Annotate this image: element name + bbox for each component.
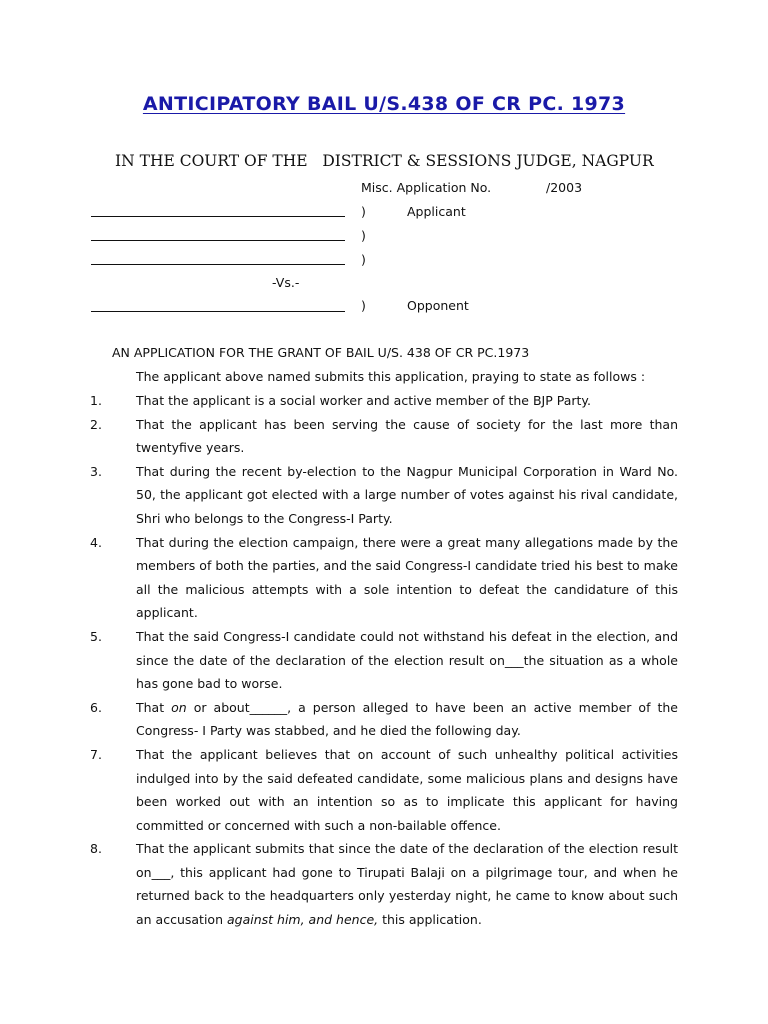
paragraph-text: That during the recent by-election to the Nagpur Municipal Corporation in Ward No. 50, the applicant got elected with a large number of votes against his rival candidate, Shri who belongs to the Congress-I Party.	[136, 463, 678, 526]
applicant-name-line-1	[91, 216, 345, 217]
bracket-3: )	[361, 252, 366, 267]
paragraph-3	[90, 460, 680, 531]
preamble: The applicant above named submits this application, praying to state as follows :	[136, 369, 646, 384]
applicant-name-line-2	[91, 240, 345, 241]
paragraph-number: 1.	[90, 393, 102, 408]
paragraph-4	[90, 531, 680, 625]
paragraph-2	[90, 413, 680, 460]
paragraph-text-part: or about______, a person alleged to have been an active member of the Congress- I Party was stabbed, and he died the following day.	[136, 699, 679, 739]
applicant-name-line-3	[91, 264, 345, 265]
paragraph-5	[90, 625, 680, 696]
paragraph-1	[90, 389, 680, 413]
document-title: ANTICIPATORY BAIL U/S.438 OF CR PC. 1973	[142, 93, 626, 115]
paragraph-8	[90, 837, 680, 931]
paragraph-text: That the applicant is a social worker and active member of the BJP Party.	[136, 393, 591, 408]
paragraph-number: 5.	[90, 628, 102, 644]
applicant-label: Applicant	[407, 204, 466, 219]
paragraph-text-part: That the applicant submits that since the date of the declaration of the election result on___, this applicant had gone to Tirupati Balaji on a pilgrimage tour, and when he returned back to the headquarters only yesterday night, he came to know about such an accusation	[136, 841, 678, 928]
bracket-2: )	[361, 228, 366, 243]
paragraph-number: 6.	[90, 699, 102, 715]
paragraph-6	[90, 696, 680, 743]
paragraph-text: That the said Congress-I candidate could not withstand his defeat in the election, and since the date of the declaration of the election result on___the situation as a whole has gone bad to worse.	[136, 628, 678, 692]
application-heading: AN APPLICATION FOR THE GRANT OF BAIL U/S. 438 OF CR PC.1973	[112, 345, 530, 360]
paragraph-text: That during the election campaign, there were a great many allegations made by the members of both the parties, and the said Congress-I candidate tried his best to make all the malicious attempts with a sole intention to defeat the candidature of this applicant.	[136, 534, 678, 621]
paragraph-text-italic: on	[171, 699, 187, 715]
opponent-label: Opponent	[407, 298, 469, 313]
paragraph-text: That the applicant has been serving the cause of society for the last more than twentyfive years.	[136, 416, 678, 456]
opponent-name-line	[91, 311, 345, 312]
paragraph-text-part: this application.	[378, 912, 482, 928]
paragraph-7	[90, 743, 680, 837]
paragraph-text-part: That	[136, 699, 172, 715]
misc-application-year: /2003	[546, 180, 583, 195]
paragraph-number: 8.	[90, 841, 102, 857]
court-heading: IN THE COURT OF THE DISTRICT & SESSIONS JUDGE, NAGPUR	[115, 152, 654, 170]
paragraph-list	[90, 389, 680, 932]
paragraph-text: That the applicant believes that on account of such unhealthy political activities indulged into by the said defeated candidate, some malicious plans and designs have been worked out with an intention so as to implicate this applicant for having committed or concerned with such a non-bailable offence.	[136, 746, 678, 833]
bracket-4: )	[361, 298, 366, 313]
misc-application-label: Misc. Application No.	[361, 180, 492, 195]
paragraph-text-italic: against him, and hence,	[226, 912, 379, 928]
bracket-1: )	[361, 204, 366, 219]
paragraph-number: 3.	[90, 463, 102, 479]
versus-label: -Vs.-	[272, 275, 300, 290]
paragraph-text	[136, 696, 678, 743]
paragraph-number: 2.	[90, 416, 102, 432]
paragraph-number: 7.	[90, 746, 102, 762]
paragraph-text	[136, 837, 678, 931]
paragraph-number: 4.	[90, 534, 102, 550]
